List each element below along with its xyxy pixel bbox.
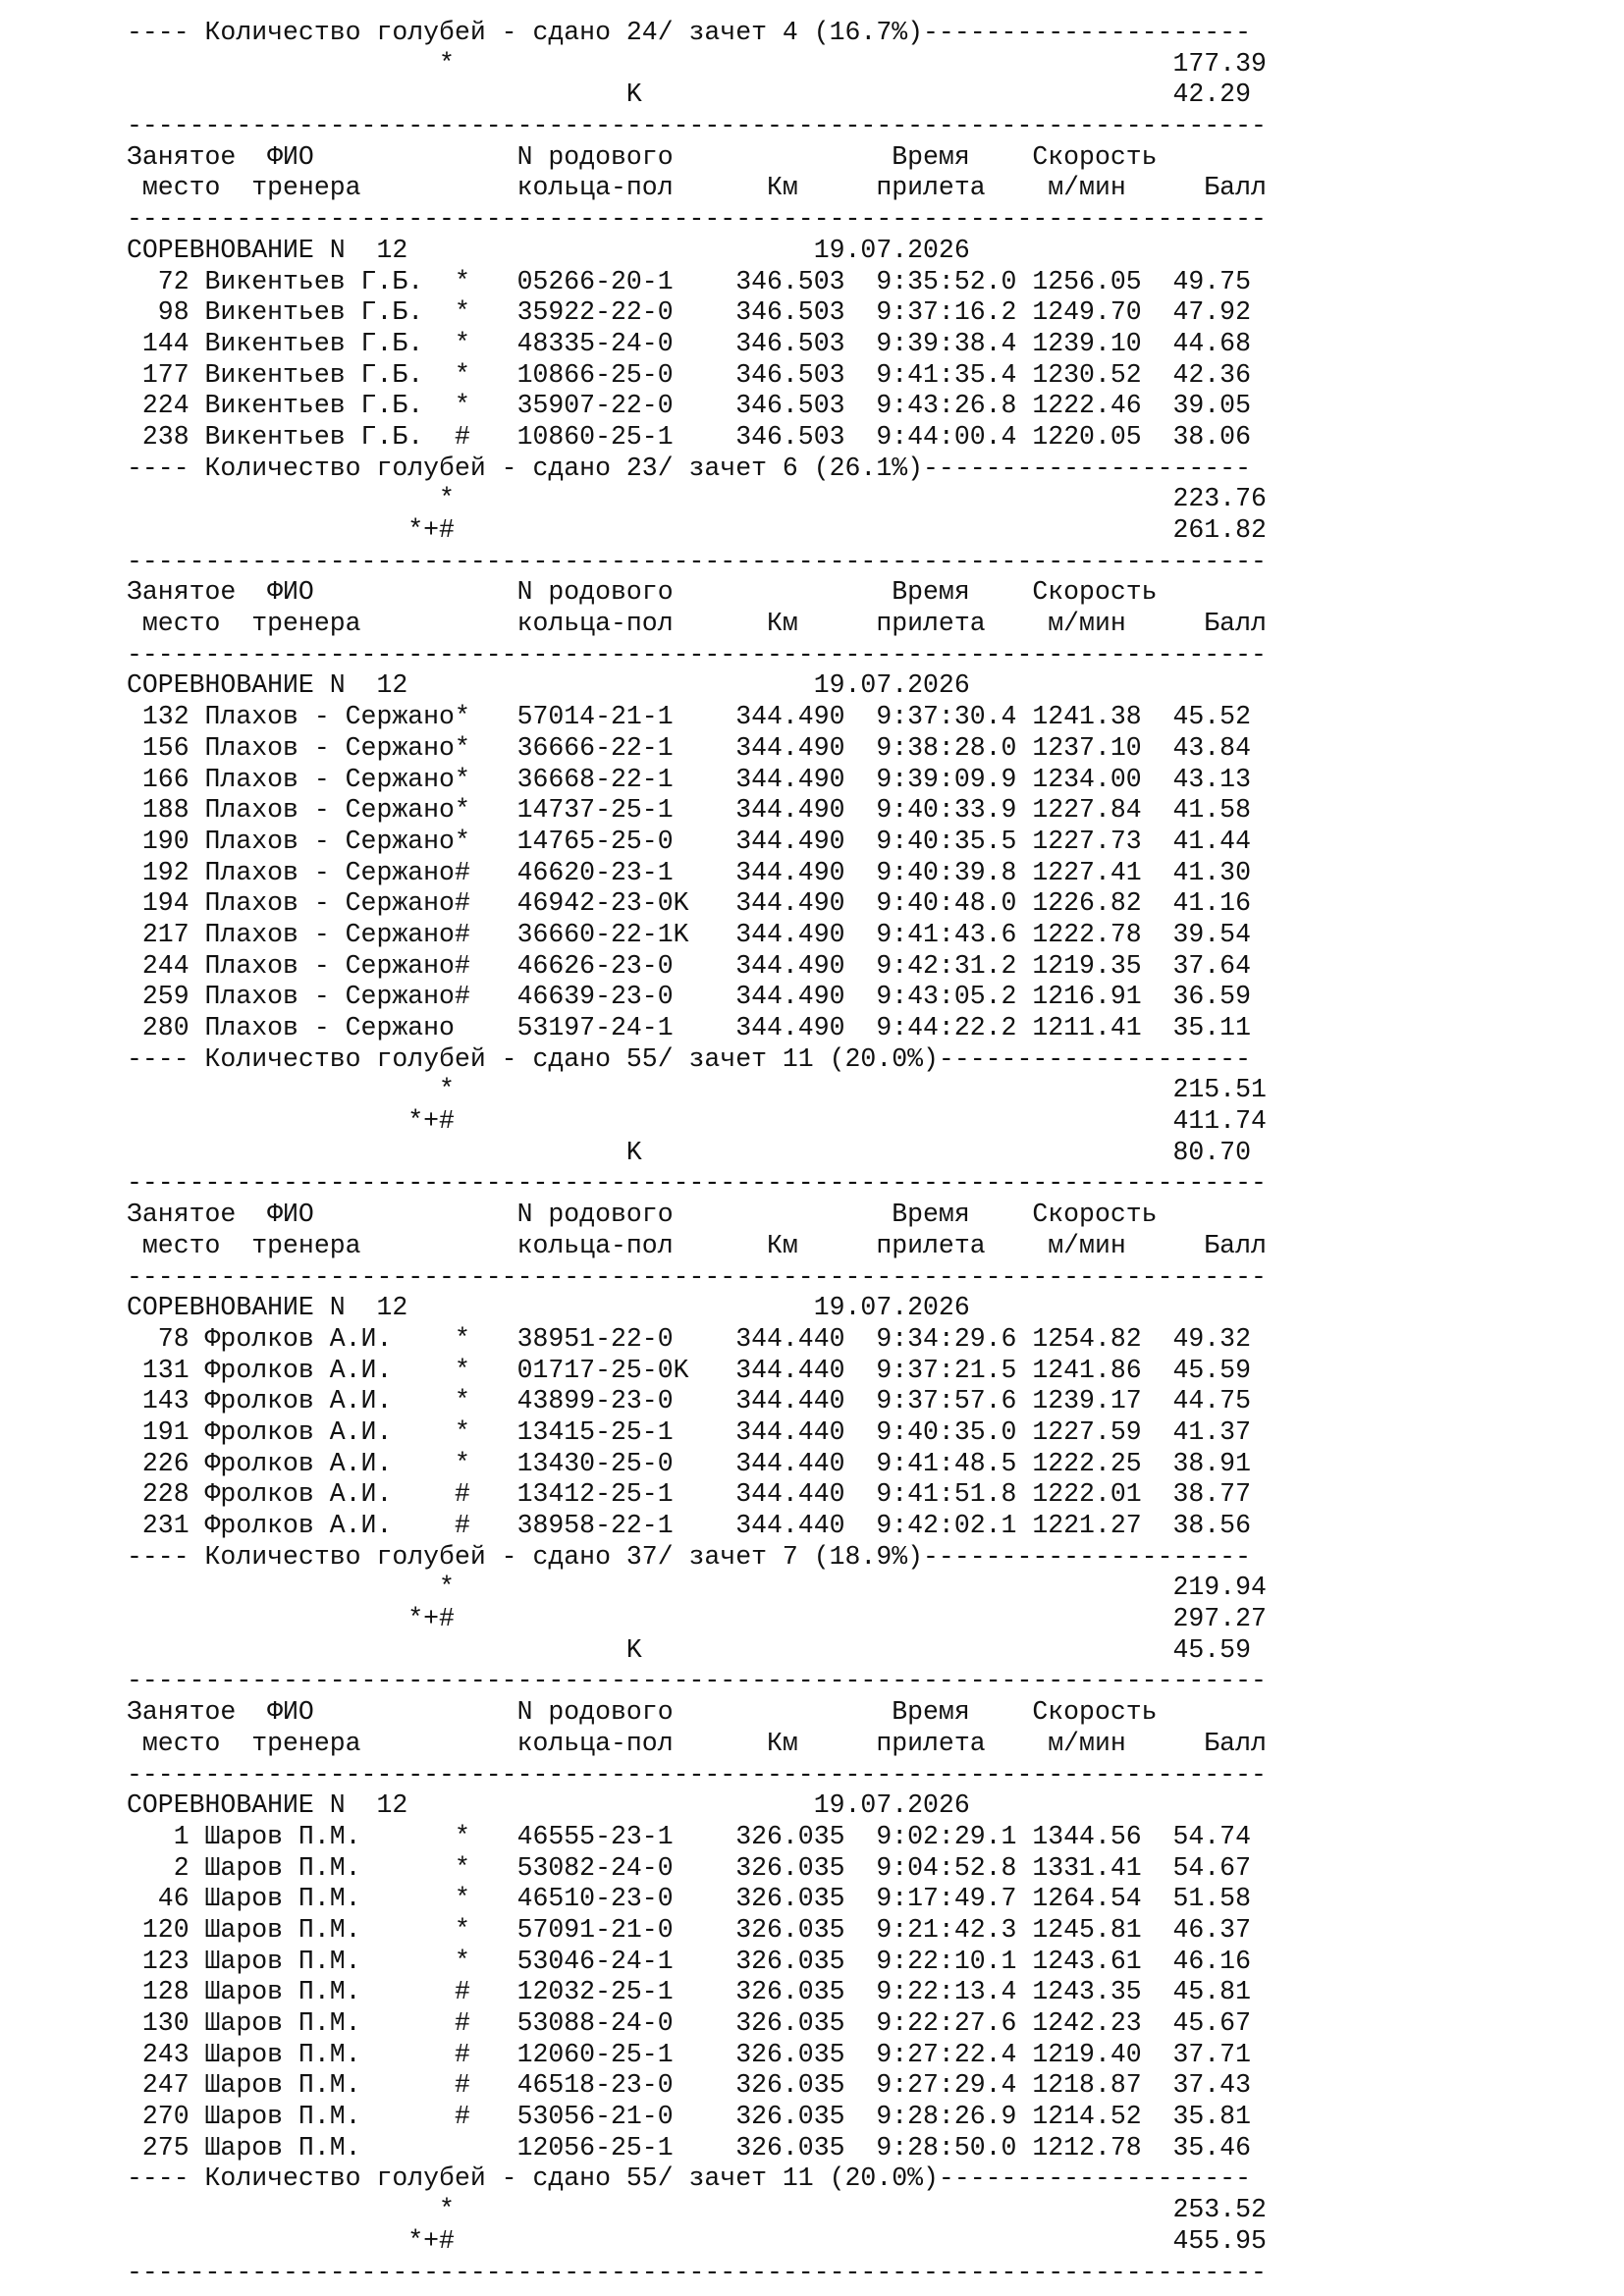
result-row: 177 Викентьев Г.Б. * 10866-25-0 346.503 9:41:35.4 1230.52 42.36 (127, 359, 1251, 390)
score-total: * 223.76 (127, 484, 1267, 514)
score-total: K 45.59 (127, 1634, 1251, 1665)
separator-line: ------------------------------------------------------------------------- (127, 1261, 1267, 1292)
column-header: место тренера кольца-пол Км прилета м/мин Балл (127, 1728, 1267, 1758)
pigeon-count-summary: ---- Количество голубей - сдано 55/ зачет 11 (20.0%)-------------------- (127, 1043, 1251, 1074)
result-row: 224 Викентьев Г.Б. * 35907-22-0 346.503 9:43:26.8 1222.46 39.05 (127, 391, 1251, 421)
score-total: K 80.70 (127, 1137, 1251, 1167)
result-row: 238 Викентьев Г.Б. # 10860-25-1 346.503 9:44:00.4 1220.05 38.06 (127, 421, 1251, 452)
result-row: 123 Шаров П.М. * 53046-24-1 326.035 9:22:10.1 1243.61 46.16 (127, 1946, 1251, 1976)
result-row: 46 Шаров П.М. * 46510-23-0 326.035 9:17:49.7 1264.54 51.58 (127, 1884, 1251, 1914)
result-row: 243 Шаров П.М. # 12060-25-1 326.035 9:27:22.4 1219.40 37.71 (127, 2039, 1251, 2069)
result-row: 280 Плахов - Сержано 53197-24-1 344.490 9:44:22.2 1211.41 35.11 (127, 1013, 1251, 1042)
competition-header: СОРЕВНОВАНИЕ N 12 19.07.2026 (127, 1293, 970, 1323)
result-row: 98 Викентьев Г.Б. * 35922-22-0 346.503 9:37:16.2 1249.70 47.92 (127, 297, 1251, 328)
result-row: 72 Викентьев Г.Б. * 05266-20-1 346.503 9:35:52.0 1256.05 49.75 (127, 266, 1251, 296)
result-row: 228 Фролков А.И. # 13412-25-1 344.440 9:41:51.8 1222.01 38.77 (127, 1479, 1251, 1510)
score-total: *+# 297.27 (127, 1604, 1267, 1634)
score-total: * 219.94 (127, 1573, 1267, 1603)
result-row: 259 Плахов - Сержано# 46639-23-0 344.490 9:43:05.2 1216.91 36.59 (127, 982, 1251, 1012)
column-header: место тренера кольца-пол Км прилета м/мин Балл (127, 1230, 1267, 1260)
result-row: 128 Шаров П.М. # 12032-25-1 326.035 9:22:13.4 1243.35 45.81 (127, 1977, 1251, 2007)
result-row: 2 Шаров П.М. * 53082-24-0 326.035 9:04:52.8 1331.41 54.67 (127, 1852, 1251, 1883)
result-row: 244 Плахов - Сержано# 46626-23-0 344.490 9:42:31.2 1219.35 37.64 (127, 950, 1251, 981)
result-row: 231 Фролков А.И. # 38958-22-1 344.440 9:42:02.1 1221.27 38.56 (127, 1511, 1251, 1540)
pigeon-count-summary: ---- Количество голубей - сдано 23/ зачет 6 (26.1%)--------------------- (127, 453, 1251, 483)
score-total: K 42.29 (127, 80, 1251, 110)
result-row: 270 Шаров П.М. # 53056-21-0 326.035 9:28:26.9 1214.52 35.81 (127, 2102, 1251, 2132)
separator-line: ------------------------------------------------------------------------- (127, 1666, 1267, 1696)
result-row: 247 Шаров П.М. # 46518-23-0 326.035 9:27:29.4 1218.87 37.43 (127, 2070, 1251, 2101)
column-header: Занятое ФИО N родового Время Скорость (127, 1697, 1158, 1728)
result-row: 143 Фролков А.И. * 43899-23-0 344.440 9:37:57.6 1239.17 44.75 (127, 1386, 1251, 1416)
competition-header: СОРЕВНОВАНИЕ N 12 19.07.2026 (127, 1790, 970, 1821)
result-row: 132 Плахов - Сержано* 57014-21-1 344.490 9:37:30.4 1241.38 45.52 (127, 702, 1251, 732)
result-row: 120 Шаров П.М. * 57091-21-0 326.035 9:21:42.3 1245.81 46.37 (127, 1914, 1251, 1945)
result-row: 78 Фролков А.И. * 38951-22-0 344.440 9:34:29.6 1254.82 49.32 (127, 1323, 1251, 1354)
pigeon-count-summary: ---- Количество голубей - сдано 24/ зачет 4 (16.7%)--------------------- (127, 18, 1251, 47)
result-row: 144 Викентьев Г.Б. * 48335-24-0 346.503 9:39:38.4 1239.10 44.68 (127, 328, 1251, 358)
column-header: Занятое ФИО N родового Время Скорость (127, 141, 1158, 172)
score-total: *+# 455.95 (127, 2225, 1267, 2256)
result-row: 217 Плахов - Сержано# 36660-22-1K 344.490 9:41:43.6 1222.78 39.54 (127, 919, 1251, 949)
separator-line: ------------------------------------------------------------------------- (127, 1759, 1267, 1789)
result-row: 275 Шаров П.М. 12056-25-1 326.035 9:28:50.0 1212.78 35.46 (127, 2132, 1251, 2163)
result-row: 191 Фролков А.И. * 13415-25-1 344.440 9:40:35.0 1227.59 41.37 (127, 1416, 1251, 1447)
column-header: место тренера кольца-пол Км прилета м/мин Балл (127, 173, 1267, 203)
separator-line: ------------------------------------------------------------------------- (127, 639, 1267, 669)
result-row: 156 Плахов - Сержано* 36666-22-1 344.490 9:38:28.0 1237.10 43.84 (127, 732, 1251, 763)
result-row: 192 Плахов - Сержано# 46620-23-1 344.490 9:40:39.8 1227.41 41.30 (127, 857, 1251, 887)
score-total: *+# 261.82 (127, 515, 1267, 545)
column-header: Занятое ФИО N родового Время Скорость (127, 577, 1158, 608)
competition-header: СОРЕВНОВАНИЕ N 12 19.07.2026 (127, 235, 970, 265)
results-printout (127, 18, 1267, 2288)
result-row: 190 Плахов - Сержано* 14765-25-0 344.490 9:40:35.5 1227.73 41.44 (127, 826, 1251, 856)
pigeon-count-summary: ---- Количество голубей - сдано 37/ зачет 7 (18.9%)--------------------- (127, 1541, 1251, 1572)
separator-line: ------------------------------------------------------------------------- (127, 111, 1267, 141)
separator-line: ------------------------------------------------------------------------- (127, 204, 1267, 235)
score-total: * 215.51 (127, 1075, 1267, 1105)
result-row: 166 Плахов - Сержано* 36668-22-1 344.490 9:39:09.9 1234.00 43.13 (127, 764, 1251, 794)
result-row: 188 Плахов - Сержано* 14737-25-1 344.490 9:40:33.9 1227.84 41.58 (127, 795, 1251, 826)
separator-line: ------------------------------------------------------------------------- (127, 546, 1267, 576)
separator-line: ------------------------------------------------------------------------- (127, 1168, 1267, 1199)
column-header: Занятое ФИО N родового Время Скорость (127, 1200, 1158, 1230)
score-total: * 253.52 (127, 2195, 1267, 2225)
competition-header: СОРЕВНОВАНИЕ N 12 19.07.2026 (127, 670, 970, 701)
score-total: *+# 411.74 (127, 1106, 1267, 1137)
result-row: 194 Плахов - Сержано# 46942-23-0K 344.490 9:40:48.0 1226.82 41.16 (127, 888, 1251, 919)
result-row: 130 Шаров П.М. # 53088-24-0 326.035 9:22:27.6 1242.23 45.67 (127, 2008, 1251, 2038)
column-header: место тренера кольца-пол Км прилета м/мин Балл (127, 609, 1267, 639)
separator-line: ------------------------------------------------------------------------- (127, 2257, 1267, 2287)
score-total: * 177.39 (127, 48, 1267, 79)
result-row: 131 Фролков А.И. * 01717-25-0K 344.440 9:37:21.5 1241.86 45.59 (127, 1355, 1251, 1385)
result-row: 226 Фролков А.И. * 13430-25-0 344.440 9:41:48.5 1222.25 38.91 (127, 1448, 1251, 1478)
result-row: 1 Шаров П.М. * 46555-23-1 326.035 9:02:29.1 1344.56 54.74 (127, 1821, 1251, 1851)
pigeon-count-summary: ---- Количество голубей - сдано 55/ зачет 11 (20.0%)-------------------- (127, 2163, 1251, 2194)
